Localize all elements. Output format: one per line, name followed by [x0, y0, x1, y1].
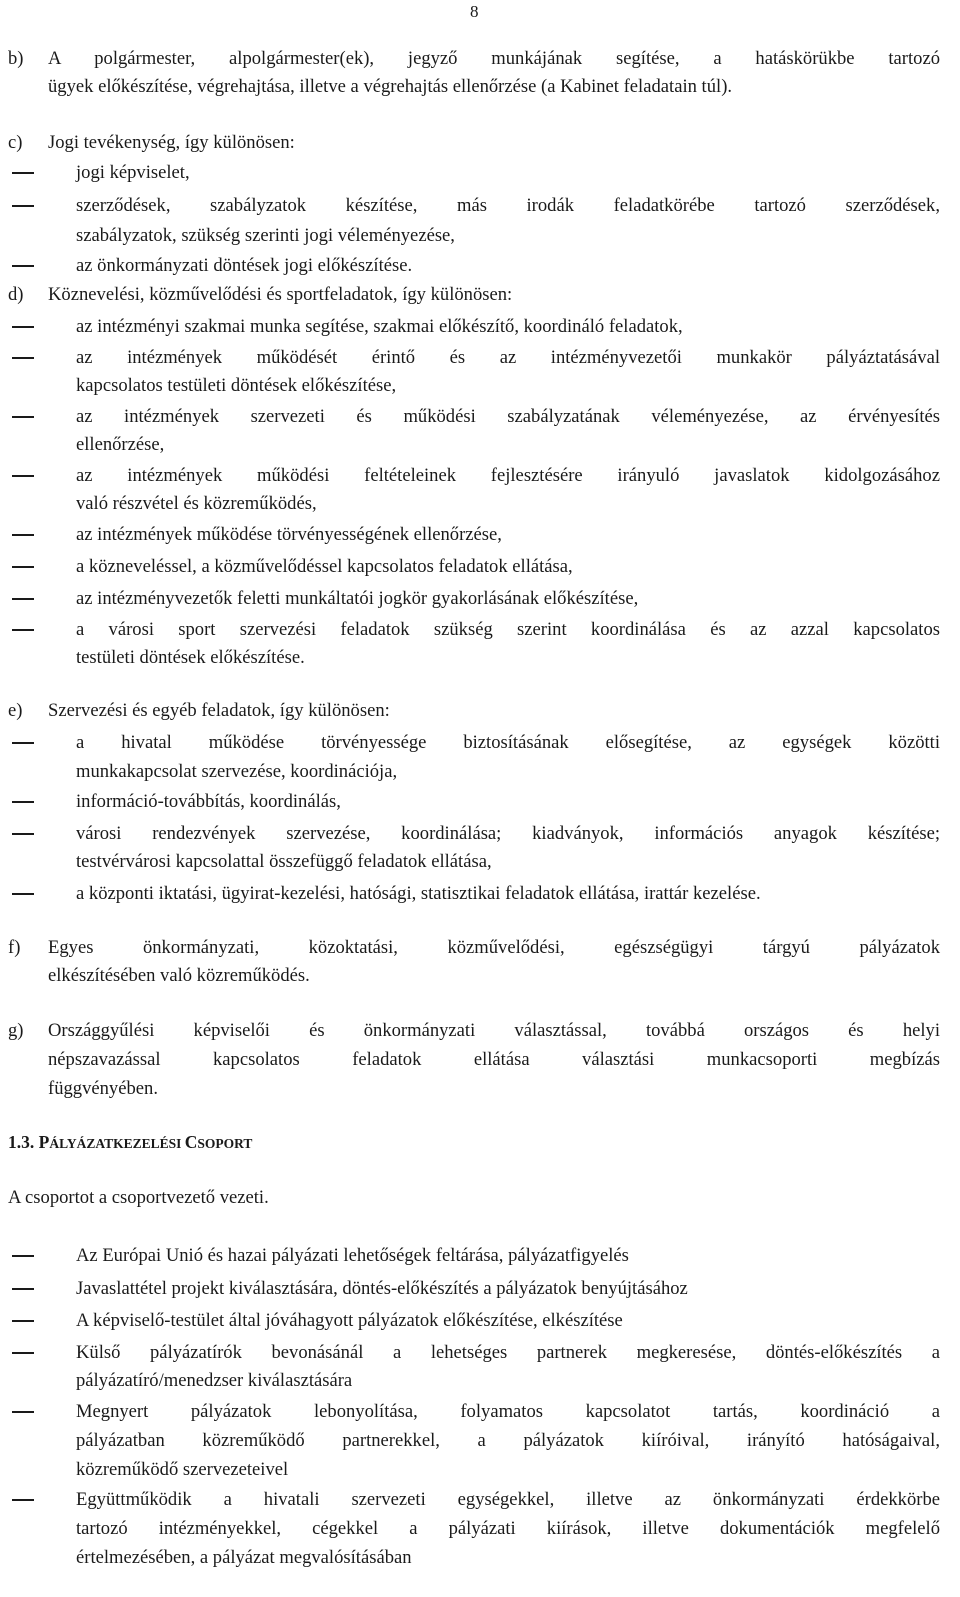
section-title-rest1: ÁLYÁZATKEZELÉSI: [49, 1136, 185, 1151]
section-f-line: Egyes önkormányzati, közoktatási, közművelődési, egészségügyi tárgyú pályázatok: [48, 937, 940, 958]
list-item-continuation: munkakapcsolat szervezése, koordinációja,: [76, 761, 398, 782]
list-item-continuation: testvérvárosi kapcsolattal összefüggő feladatok ellátása,: [76, 851, 492, 872]
dash-bullet: [12, 742, 34, 744]
list-item: az intézmények működési feltételeinek fejlesztésére irányuló javaslatok kidolgozásához: [76, 465, 940, 486]
list-item: az intézményvezetők feletti munkáltatói jogkör gyakorlásának előkészítése,: [76, 588, 639, 609]
section-c-label: c): [8, 132, 23, 153]
dash-bullet: [12, 801, 34, 803]
section-title-rest2: SOPORT: [197, 1136, 253, 1151]
list-item-continuation: értelmezésében, a pályázat megvalósításában: [76, 1547, 412, 1568]
list-item-continuation: ellenőrzése,: [76, 434, 165, 455]
section-f-line: elkészítésében való közreműködés.: [48, 965, 310, 986]
section-b-line: ügyek előkészítése, végrehajtása, illetve a végrehajtás ellenőrzése (a Kabinet feladatain túl).: [48, 76, 733, 97]
dash-bullet: [12, 1411, 34, 1413]
dash-bullet: [12, 1499, 34, 1501]
section-g-line: népszavazással kapcsolatos feladatok ellátása választási munkacsoporti megbízás: [48, 1049, 940, 1070]
list-item: információ-továbbítás, koordinálás,: [76, 791, 341, 812]
list-item: az intézmények szervezeti és működési szabályzatának véleményezése, az érvényesítés: [76, 406, 940, 427]
section-g-label: g): [8, 1020, 24, 1041]
list-item: Együttműködik a hivatali szervezeti egységekkel, illetve az önkormányzati érdekkörbe: [76, 1489, 940, 1510]
dash-bullet: [12, 1288, 34, 1290]
dash-bullet: [12, 205, 34, 207]
dash-bullet: [12, 1352, 34, 1354]
section-number: 1.3.: [8, 1132, 35, 1152]
list-item: Az Európai Unió és hazai pályázati lehetőségek feltárása, pályázatfigyelés: [76, 1245, 629, 1266]
section-b-line: A polgármester, alpolgármester(ek), jegyző munkájának segítése, a hatáskörükbe tartozó: [48, 48, 940, 69]
dash-bullet: [12, 416, 34, 418]
dash-bullet: [12, 326, 34, 328]
dash-bullet: [12, 1320, 34, 1322]
list-item: Külső pályázatírók bevonásánál a lehetséges partnerek megkeresése, döntés-előkészítés a: [76, 1342, 940, 1363]
section-d-heading: Köznevelési, közművelődési és sportfeladatok, így különösen:: [48, 284, 513, 305]
dash-bullet: [12, 598, 34, 600]
section-e-heading: Szervezési és egyéb feladatok, így különösen:: [48, 700, 390, 721]
dash-bullet: [12, 1255, 34, 1257]
list-item: Megnyert pályázatok lebonyolítása, folyamatos kapcsolatot tartás, koordináció a: [76, 1401, 940, 1422]
dash-bullet: [12, 629, 34, 631]
dash-bullet: [12, 833, 34, 835]
dash-bullet: [12, 265, 34, 267]
section-title-c: C: [184, 1132, 198, 1152]
list-item: a közneveléssel, a közművelődéssel kapcsolatos feladatok ellátása,: [76, 556, 573, 577]
list-item-continuation: tartozó intézményekkel, cégekkel a pályázati kiírások, illetve dokumentációk megfelelő: [76, 1518, 940, 1539]
list-item: a városi sport szervezési feladatok szükség szerint koordinálása és az azzal kapcsolatos: [76, 619, 940, 640]
list-item: az intézmények működését érintő és az intézményvezetői munkakör pályáztatásával: [76, 347, 940, 368]
dash-bullet: [12, 893, 34, 895]
section-g-line: Országgyűlési képviselői és önkormányzati választással, továbbá országos és helyi: [48, 1020, 940, 1041]
dash-bullet: [12, 357, 34, 359]
list-item: Javaslattétel projekt kiválasztására, döntés-előkészítés a pályázatok benyújtásához: [76, 1278, 688, 1299]
list-item: jogi képviselet,: [76, 162, 190, 183]
section-g-line: függvényében.: [48, 1078, 158, 1099]
dash-bullet: [12, 475, 34, 477]
section-c-heading: Jogi tevékenység, így különösen:: [48, 132, 295, 153]
section-title-p: P: [38, 1132, 50, 1152]
section-e-label: e): [8, 700, 23, 721]
list-item: szerződések, szabályzatok készítése, más irodák feladatkörébe tartozó szerződések,: [76, 195, 940, 216]
list-item-continuation: közreműködő szervezeteivel: [76, 1459, 289, 1480]
page-number: 8: [470, 2, 479, 21]
dash-bullet: [12, 534, 34, 536]
list-item-continuation: való részvétel és közreműködés,: [76, 493, 317, 514]
list-item-continuation: kapcsolatos testületi döntések előkészítése,: [76, 375, 397, 396]
list-item: a hivatal működése törvényessége biztosításának elősegítése, az egységek közötti: [76, 732, 940, 753]
list-item-continuation: pályázatíró/menedzser kiválasztására: [76, 1370, 353, 1391]
list-item-continuation: szabályzatok, szükség szerinti jogi véleményezése,: [76, 225, 455, 246]
dash-bullet: [12, 172, 34, 174]
list-item: A képviselő-testület által jóváhagyott pályázatok előkészítése, elkészítése: [76, 1310, 623, 1331]
list-item: városi rendezvények szervezése, koordinálása; kiadványok, információs anyagok készítése;: [76, 823, 940, 844]
section-heading: [8, 1131, 252, 1155]
list-item-continuation: pályázatban közreműködő partnerekkel, a pályázatok kiíróival, irányító hatóságaival,: [76, 1430, 940, 1451]
list-item: az intézmények működése törvényességének ellenőrzése,: [76, 524, 502, 545]
section-b-label: b): [8, 48, 24, 69]
dash-bullet: [12, 566, 34, 568]
list-item: a központi iktatási, ügyirat-kezelési, hatósági, statisztikai feladatok ellátása, irattár kezelése.: [76, 883, 761, 904]
section-d-label: d): [8, 284, 24, 305]
list-item: az önkormányzati döntések jogi előkészítése.: [76, 255, 413, 276]
list-item-continuation: testületi döntések előkészítése.: [76, 647, 305, 668]
section-intro: A csoportot a csoportvezető vezeti.: [8, 1187, 269, 1208]
section-f-label: f): [8, 937, 21, 958]
list-item: az intézményi szakmai munka segítése, szakmai előkészítő, koordináló feladatok,: [76, 316, 683, 337]
